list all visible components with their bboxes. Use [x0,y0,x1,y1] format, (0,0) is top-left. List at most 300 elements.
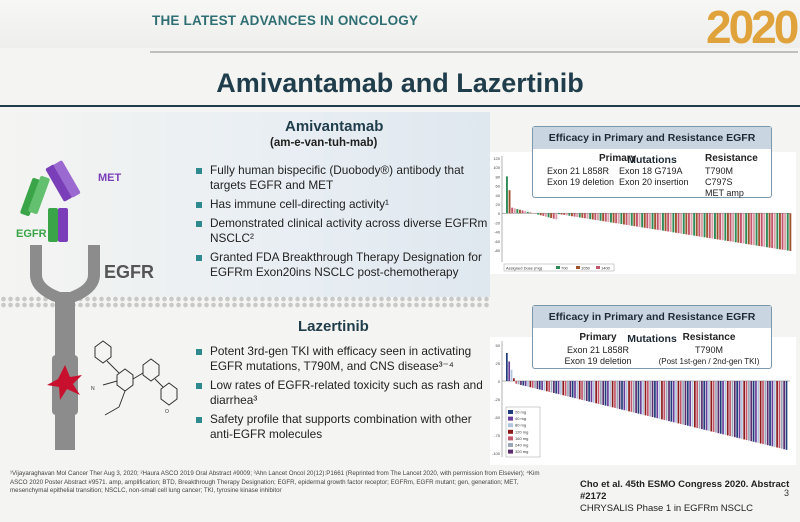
footnote-references: ¹Vijayaraghavan Mol Cancer Ther Aug 3, 2020; ²Haura ASCO 2019 Oral Abstract #9009; ³Ahn Lancet Oncol 20(12):P1661 (Reprinted from The Lancet 2020, with permission from Elsevier); ⁴Kim ASCO 2020 Poster Abstract #9571. amp, amplification; BTD, Breakthrough Therapy Designation; EGFR, epidermal growth factor receptor; EGFRm, EGFR mutant; gen, generation; MET, mesenchymal epithelial transition; NSCLC, non-small cell lung cancer; TKI, tyrosine kinase inhibitor [10,470,540,494]
bar [659,213,661,230]
bar [534,381,536,388]
bar [525,381,527,386]
bar [756,213,758,245]
bar [597,213,599,220]
bullet-text: Safety profile that supports combination with other anti-EGFR molecules [210,412,472,441]
legend-title: Assigned Dose (mg) [506,265,543,271]
bar [670,213,672,232]
bar [621,381,623,410]
legend-label: 40 mg [515,416,527,422]
bar [553,213,555,219]
bar [522,381,524,386]
svg-text:N: N [91,386,95,392]
bar [631,213,633,226]
legend-swatch [508,436,513,440]
legend-swatch [556,266,560,269]
legend-swatch [576,266,580,269]
bar [506,353,508,381]
bar [609,381,611,407]
bar [771,213,773,248]
bullet-marker [196,221,202,227]
bar [574,213,576,216]
bar [786,381,788,450]
bar [623,213,625,224]
bar [711,213,713,238]
header-rule [150,51,798,53]
bar [540,213,542,215]
bar [641,213,643,227]
efficacy-box-amivantamab [532,126,772,198]
amivantamab-pronunciation: (am-e-van-tuh-mab) [270,137,378,149]
bar [779,381,781,448]
bar [537,213,539,214]
bullet-text: Granted FDA Breakthrough Therapy Designation for EGFRm Exon20ins NSCLC post-chemotherapy [210,250,482,279]
bar [593,381,595,403]
bar [767,381,769,445]
y-tick-label: -25 [494,397,500,402]
legend-label: 1050 [581,265,590,271]
bar [613,213,615,223]
bar [586,381,588,401]
legend-label: 160 mg [515,435,529,441]
page-number: 3 [784,488,790,498]
bar [779,213,781,249]
y-tick-label: -60 [494,238,500,244]
y-tick-label: 50 [495,343,500,348]
bar [594,213,596,220]
bar [600,381,602,404]
bullet-item [196,412,496,442]
bar [602,213,604,221]
bar [649,213,651,228]
bar [687,381,689,426]
bar [671,381,673,422]
y-tick-label: -50 [494,415,500,420]
bar [565,381,567,396]
bar [659,381,661,419]
bar [766,213,768,247]
bar [642,381,644,415]
y-tick-label: 100 [493,165,500,171]
bar [769,213,771,247]
legend-swatch [508,450,513,454]
bar [763,213,765,247]
banner-title: THE LATEST ADVANCES IN ONCOLOGY [152,13,419,28]
bar [736,381,738,438]
bar [787,213,789,250]
y-tick-label: -40 [494,229,500,235]
mutation-text: Exon 21 L858R [566,345,630,355]
bar [666,381,668,421]
bullet-marker [196,168,202,174]
bar [571,213,573,216]
lazertinib-heading: Lazertinib [298,318,369,335]
bar [758,213,760,246]
mutation-text: Exon 20 insertion [619,177,689,187]
bar [672,213,674,232]
bar [739,381,741,438]
amivantamab-bullets [196,163,496,284]
bar [693,213,695,235]
bar [646,213,648,228]
slide-title: Amivantamab and Lazertinib [216,68,584,98]
bar [548,381,550,392]
bar [567,381,569,396]
bar [541,381,543,390]
bullet-marker [196,383,202,389]
bar [574,381,576,398]
bar [628,213,630,225]
efficacy-box-lazertinib [532,305,772,369]
citation [580,479,800,515]
bar [639,213,641,227]
bar [750,213,752,245]
bar [631,381,633,412]
bar [595,381,597,403]
bar [750,381,752,441]
bar [714,213,716,239]
bar [753,381,755,442]
bar [757,381,759,443]
legend-swatch [508,430,513,434]
bar [566,213,568,215]
bar [555,381,557,394]
mutation-text: T790M [694,345,723,355]
legend-label: 700 [561,265,568,271]
bar [553,381,555,393]
bullet-marker [196,202,202,208]
bar [581,381,583,400]
bar [703,381,705,430]
amivantamab-heading: Amivantamab [285,118,384,135]
bar [730,213,732,241]
bar [550,213,552,218]
bar [680,381,682,424]
bar [506,176,508,213]
bar [516,209,518,213]
bar [645,381,647,415]
mutation-text: Exon 19 deletion [547,177,615,187]
bar [539,381,541,390]
bar [529,213,531,214]
egfr-big-label: EGFR [104,262,155,282]
bar [638,381,640,414]
bar [589,213,591,219]
bar [745,213,747,244]
bar [662,213,664,230]
bar [615,213,617,223]
mutation-text: MET amp [705,188,744,198]
bar [737,213,739,242]
bar [692,381,694,427]
y-tick-label: 40 [495,192,500,198]
bar [694,381,696,427]
bullet-item [196,197,496,212]
legend-label: 20 mg [515,409,527,415]
bar [689,381,691,426]
mutation-text: Exon 19 deletion [564,356,632,366]
legend-swatch [508,417,513,421]
bar [635,381,637,413]
bar [781,381,783,449]
bar [537,381,539,389]
bar [558,213,560,214]
mutation-text: (Post 1st-gen / 2nd-gen TKI) [658,357,760,366]
legend-swatch [508,443,513,447]
y-tick-label: 0 [497,211,500,217]
bar [508,361,510,381]
bar [789,213,791,251]
y-tick-label: 0 [497,379,500,384]
bar [683,213,685,234]
bar [701,381,703,429]
bar [616,381,618,408]
bullet-item [196,344,496,374]
bar [706,213,708,238]
bar [542,213,544,216]
bar [743,381,745,439]
bullet-text: Potent 3rd-gen TKI with efficacy seen in activating EGFR mutations, T790M, and CNS disease³⁻⁴ [210,344,472,373]
citation-line-1: Cho et al. 45th ESMO Congress 2020. Abstract #2172 [580,479,790,502]
bar [619,381,621,409]
mutation-text: Exon 21 L858R [547,166,610,176]
bar [535,213,537,214]
bar [706,381,708,430]
bar [551,381,553,392]
bar [673,381,675,422]
bar [774,213,776,248]
bar [678,381,680,423]
bar [784,213,786,250]
bar [715,381,717,433]
bar [644,213,646,228]
bar [633,213,635,226]
resistance-head: Resistance [705,153,758,164]
bar [696,213,698,236]
legend-swatch [508,423,513,427]
lazertinib-bullets [196,344,496,446]
bar [709,213,711,238]
bar [545,213,547,216]
bar [607,381,609,406]
bar [522,210,524,213]
bar [776,381,778,448]
bullet-marker [196,349,202,355]
bullet-item [196,378,496,408]
bar [713,381,715,432]
bar [718,381,720,433]
bar [620,213,622,224]
primary-column-2 [619,166,699,188]
bar [544,381,546,391]
bar [532,381,534,388]
resistance-column [705,153,767,199]
bar [740,213,742,243]
bar [682,381,684,425]
bar [546,381,548,391]
bar [696,381,698,428]
bar [652,381,654,417]
y-tick-label: -80 [494,248,500,253]
bar [667,213,669,231]
bar [558,381,560,394]
y-tick-label: 120 [493,156,500,161]
legend-swatch [596,266,600,269]
bar [685,381,687,425]
resistance-column [651,332,767,367]
bar [591,381,593,402]
bullet-text: Low rates of EGFR-related toxicity such as rash and diarrhea³ [210,378,483,407]
bar [572,381,574,398]
bar [762,381,764,444]
bar [661,381,663,419]
bar [524,211,526,213]
bar [708,381,710,431]
y-tick-label: 80 [495,174,500,180]
bullet-item [196,163,496,193]
bar [561,213,563,214]
bar [605,213,607,221]
bar [725,381,727,435]
bar [624,381,626,410]
bar [527,212,529,213]
bar [527,381,529,387]
egfr-small-label: EGFR [16,228,47,240]
bar [618,213,620,223]
bar [656,381,658,418]
bar [719,213,721,240]
bullet-item [196,216,496,246]
bar [568,213,570,216]
bar [761,213,763,246]
bar [579,381,581,399]
bar [668,381,670,421]
bar [701,213,703,237]
bar [511,208,513,214]
bar [640,381,642,414]
bar [647,381,649,416]
bar [633,381,635,413]
bar [654,381,656,418]
bar [518,381,520,384]
bar [769,381,771,446]
met-label: MET [98,172,122,184]
bar [592,213,594,219]
bar [685,213,687,234]
bar [654,213,656,229]
bar [598,381,600,404]
box-title: Efficacy in Primary and Resistance EGFR Mutations [533,127,771,149]
bullet-item [196,250,496,280]
bar [563,213,565,215]
bar [782,213,784,250]
legend-label: 120 mg [515,429,529,435]
bar [514,208,516,213]
bar [626,213,628,225]
bar [710,381,712,431]
bar [587,213,589,218]
bullet-marker [196,255,202,261]
bar [746,381,748,440]
bar [576,213,578,217]
y-tick-label: -100 [491,451,500,456]
bar [515,381,517,384]
bar [717,213,719,239]
bar [699,381,701,429]
bar [704,213,706,237]
y-tick-label: -75 [494,433,500,438]
lazertinib-molecule-icon [85,335,185,425]
bar [530,381,532,387]
bar [741,381,743,439]
legend-label: 80 mg [515,422,527,428]
bar [509,190,511,213]
legend-label: 1400 [601,265,610,271]
bar [652,213,654,229]
legend-swatch [508,410,513,414]
bar [735,213,737,242]
title-divider [0,105,800,107]
primary-head: Primary [579,332,617,343]
bar [772,381,774,446]
bar [612,381,614,407]
bar [743,213,745,243]
bar [732,213,734,242]
mutation-text: T790M [705,166,734,176]
y-tick-label: 60 [495,183,500,189]
y-tick-label: 25 [495,361,500,366]
bar [657,213,659,230]
bullet-text: Has immune cell-directing activity¹ [210,197,389,211]
bar [760,381,762,443]
bar [548,213,550,217]
bar [724,213,726,240]
bar [765,381,767,445]
mutation-text: Exon 18 G719A [619,166,683,176]
mutation-text: C797S [705,177,733,187]
bar [734,381,736,437]
bar [584,381,586,400]
bar [610,213,612,222]
bar [584,213,586,218]
y-tick-label: 20 [495,202,500,207]
bar [636,213,638,226]
bar [691,213,693,235]
bar [513,378,515,381]
bar [722,381,724,434]
bullet-text: Demonstrated clinical activity across diverse EGFRm NSCLC² [210,216,488,245]
bar [753,213,755,245]
bar [776,213,778,249]
y-tick-label: -20 [494,220,500,226]
bar [560,381,562,395]
bar [774,381,776,447]
bar [678,213,680,233]
bar [748,213,750,244]
bar [520,381,522,385]
bar [607,213,609,222]
bullet-marker [196,417,202,423]
bar [732,381,734,437]
bar [511,370,513,381]
primary-head: Primary [599,153,637,164]
bar [755,381,757,442]
bar [698,213,700,236]
bar [748,381,750,441]
bar [577,381,579,399]
bar [628,381,630,411]
year-logo [706,0,800,48]
